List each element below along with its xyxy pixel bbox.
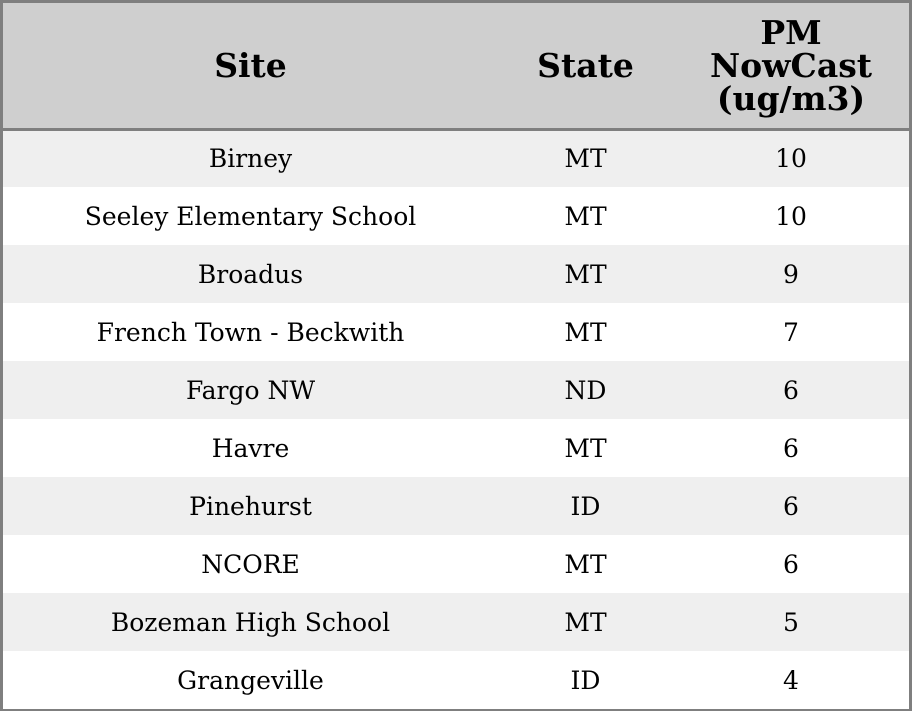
table-row xyxy=(3,535,909,593)
table-row xyxy=(3,419,909,477)
column-header-site: Site xyxy=(3,3,498,129)
cell-site: Birney xyxy=(208,144,293,174)
cell-pm-nowcast: 7 xyxy=(783,317,799,347)
cell-state: MT xyxy=(564,259,607,289)
header-row xyxy=(3,3,909,129)
cell-site: Fargo NW xyxy=(185,375,316,405)
column-header-pm-line-1: PM xyxy=(760,12,822,52)
cell-pm-nowcast: 10 xyxy=(775,201,807,231)
cell-site: Pinehurst xyxy=(189,491,312,521)
cell-state: MT xyxy=(564,317,607,347)
cell-state: ND xyxy=(564,375,607,405)
cell-state: MT xyxy=(564,433,607,463)
pm-nowcast-table xyxy=(3,3,909,709)
table-header xyxy=(3,3,909,129)
column-header-pm-line-3: (ug/m3) xyxy=(716,78,866,118)
cell-state: MT xyxy=(564,201,607,231)
cell-pm-nowcast: 5 xyxy=(783,607,799,637)
cell-site: Broadus xyxy=(197,259,304,289)
cell-pm-nowcast: 6 xyxy=(783,549,799,579)
cell-state: MT xyxy=(564,144,607,174)
cell-state: ID xyxy=(570,491,601,521)
cell-state: MT xyxy=(564,549,607,579)
table-body xyxy=(3,129,909,709)
cell-site: French Town - Beckwith xyxy=(96,317,405,347)
cell-state: MT xyxy=(564,607,607,637)
column-header-pm-nowcast xyxy=(673,3,909,129)
table-row xyxy=(3,593,909,651)
table-row xyxy=(3,651,909,709)
cell-site: Havre xyxy=(211,433,290,463)
table-row xyxy=(3,245,909,303)
cell-pm-nowcast: 6 xyxy=(783,491,799,521)
table-row xyxy=(3,129,909,187)
column-header-state: State xyxy=(498,3,673,129)
table-row xyxy=(3,477,909,535)
cell-state: ID xyxy=(570,665,601,695)
cell-pm-nowcast: 10 xyxy=(775,144,807,174)
column-header-pm-line-2: NowCast xyxy=(709,45,873,85)
cell-pm-nowcast: 6 xyxy=(783,433,799,463)
cell-site: NCORE xyxy=(201,549,300,579)
cell-site: Grangeville xyxy=(177,665,324,695)
cell-site: Bozeman High School xyxy=(110,607,391,637)
cell-site: Seeley Elementary School xyxy=(84,201,417,231)
cell-pm-nowcast: 6 xyxy=(783,375,799,405)
cell-pm-nowcast: 9 xyxy=(783,259,799,289)
table-row xyxy=(3,187,909,245)
table-row xyxy=(3,303,909,361)
table-row xyxy=(3,361,909,419)
cell-pm-nowcast: 4 xyxy=(783,665,799,695)
